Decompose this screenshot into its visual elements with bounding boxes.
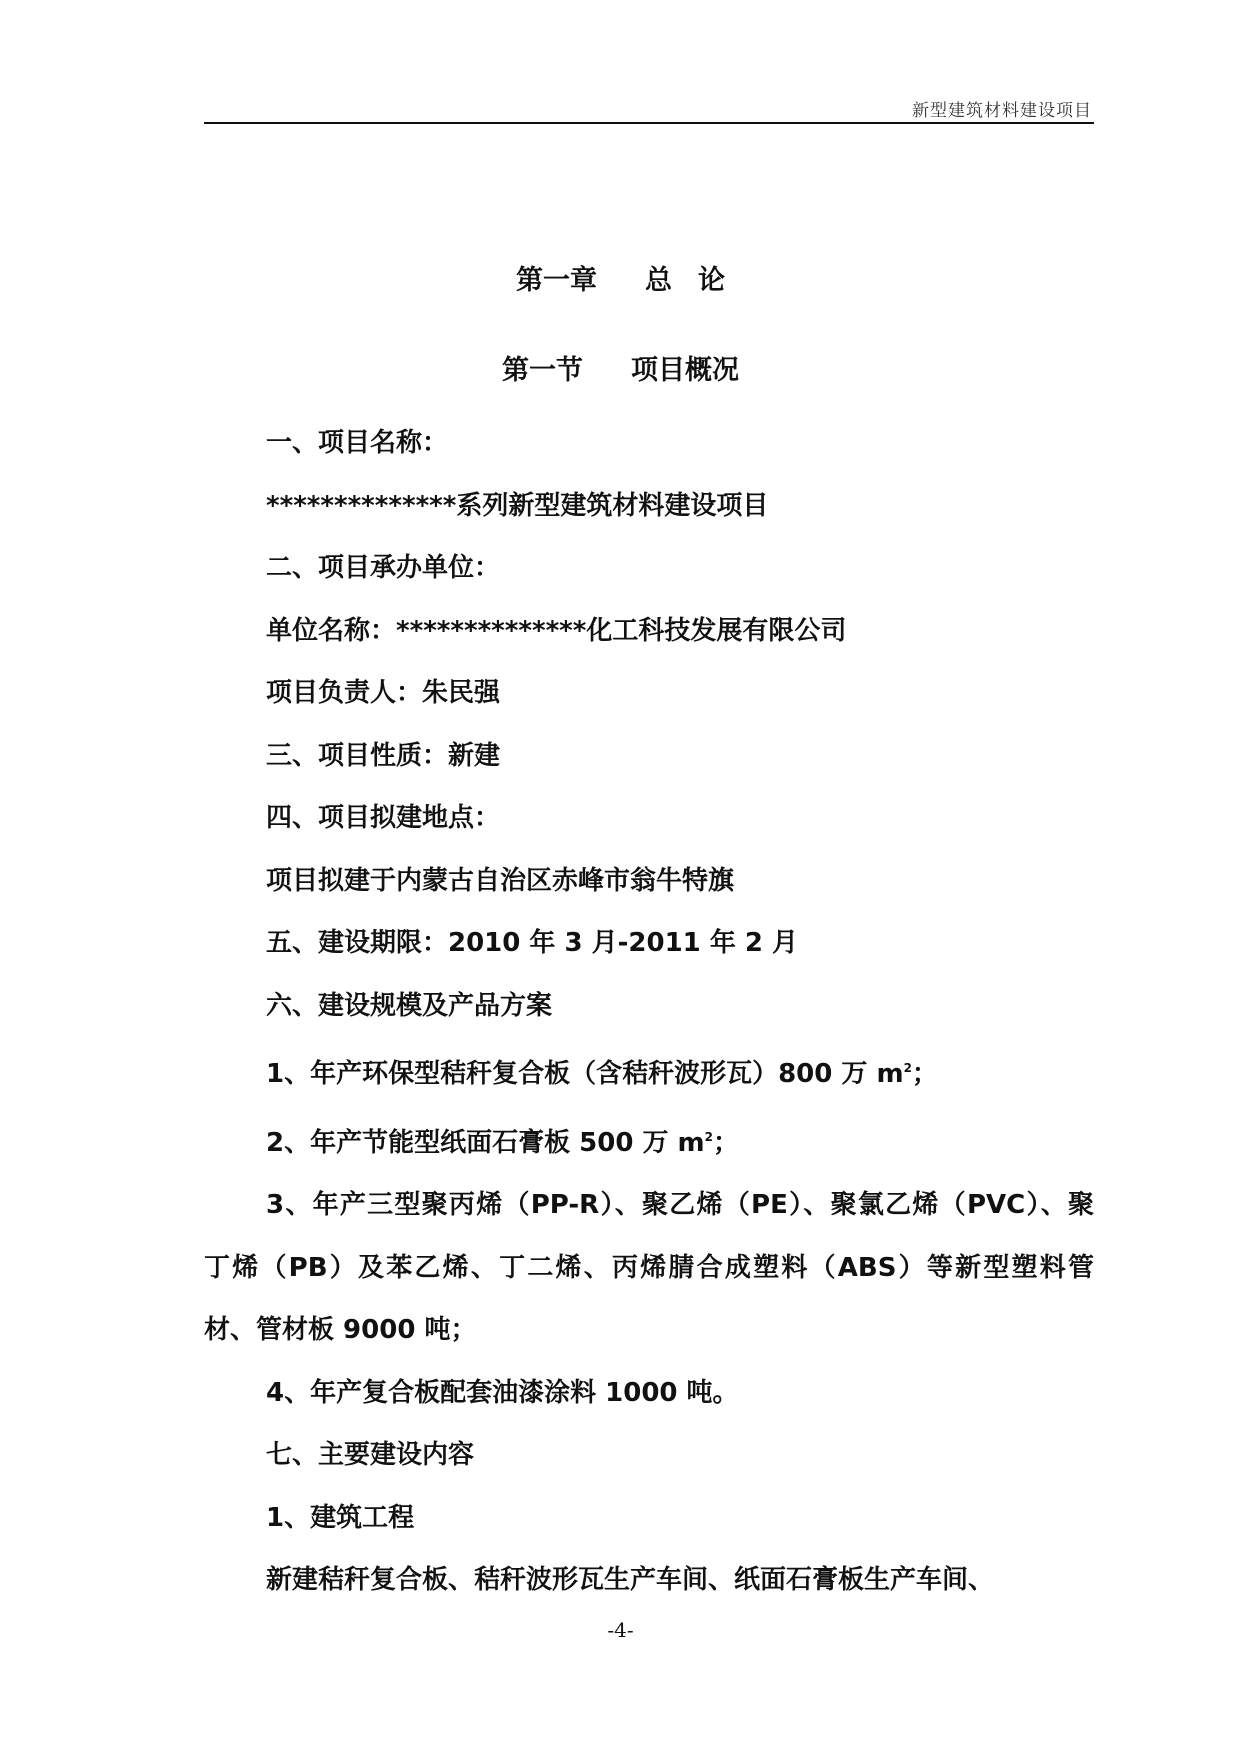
section-label: 第一节: [502, 355, 583, 386]
page-number: -4-: [607, 1618, 634, 1642]
product-item-1-sup: 2: [903, 1061, 912, 1075]
product-item-3-line-3: 材、管材板 9000 吨；: [204, 1315, 477, 1345]
section-title: [0, 348, 1241, 387]
construction-item-1-text: 新建秸秆复合板、秸秆波形瓦生产车间、纸面石膏板生产车间、: [266, 1565, 995, 1595]
project-location: 项目拟建于内蒙古自治区赤峰市翁牛特旗: [266, 865, 735, 896]
project-nature: 三、项目性质：新建: [266, 740, 501, 771]
product-item-2-end: ；: [712, 1127, 739, 1158]
product-item-2-text: 2、年产节能型纸面石膏板 500 万 m: [266, 1127, 705, 1158]
product-item-4: 4、年产复合板配套油漆涂料 1000 吨。: [266, 1377, 739, 1408]
document-body: [204, 412, 1094, 1612]
item4-heading: 四、项目拟建地点：: [266, 803, 501, 833]
chapter-title-text-2: 论: [698, 265, 725, 296]
construction-period: 五、建设期限：2010 年 3 月-2011 年 2 月: [266, 928, 799, 958]
product-item-1-end: ；: [911, 1059, 938, 1089]
item2-heading: 二、项目承办单位：: [266, 553, 501, 583]
item6-heading: 六、建设规模及产品方案: [266, 990, 553, 1021]
item1-heading: 一、项目名称：: [266, 428, 449, 458]
project-name: **************系列新型建筑材料建设项目: [266, 490, 769, 521]
header-title: 新型建筑材料建设项目: [912, 101, 1092, 121]
unit-name: 单位名称：**************化工科技发展有限公司: [266, 615, 847, 646]
product-item-3-line-2: 丁烯（PB）及苯乙烯、丁二烯、丙烯腈合成塑料（ABS）等新型塑料管: [204, 1252, 1094, 1283]
product-item-1-text: 1、年产环保型秸秆复合板（含秸秆波形瓦）800 万 m: [266, 1059, 904, 1089]
item7-heading: 七、主要建设内容: [266, 1440, 475, 1470]
section-title-text: 项目概况: [631, 355, 739, 386]
project-leader: 项目负责人：朱民强: [266, 678, 501, 708]
chapter-title: [0, 258, 1241, 297]
chapter-label: 第一章: [516, 265, 597, 296]
construction-item-1: 1、建筑工程: [266, 1502, 415, 1533]
product-item-3-line-1: 3、年产三型聚丙烯（PP-R）、聚乙烯（PE）、聚氯乙烯（PVC）、聚: [266, 1190, 1094, 1220]
page-header: [204, 88, 1094, 124]
product-item-1: [204, 1037, 1094, 1106]
product-item-2-sup: 2: [704, 1129, 713, 1144]
chapter-title-text: 总: [645, 265, 672, 296]
product-item-2: [204, 1106, 1094, 1175]
